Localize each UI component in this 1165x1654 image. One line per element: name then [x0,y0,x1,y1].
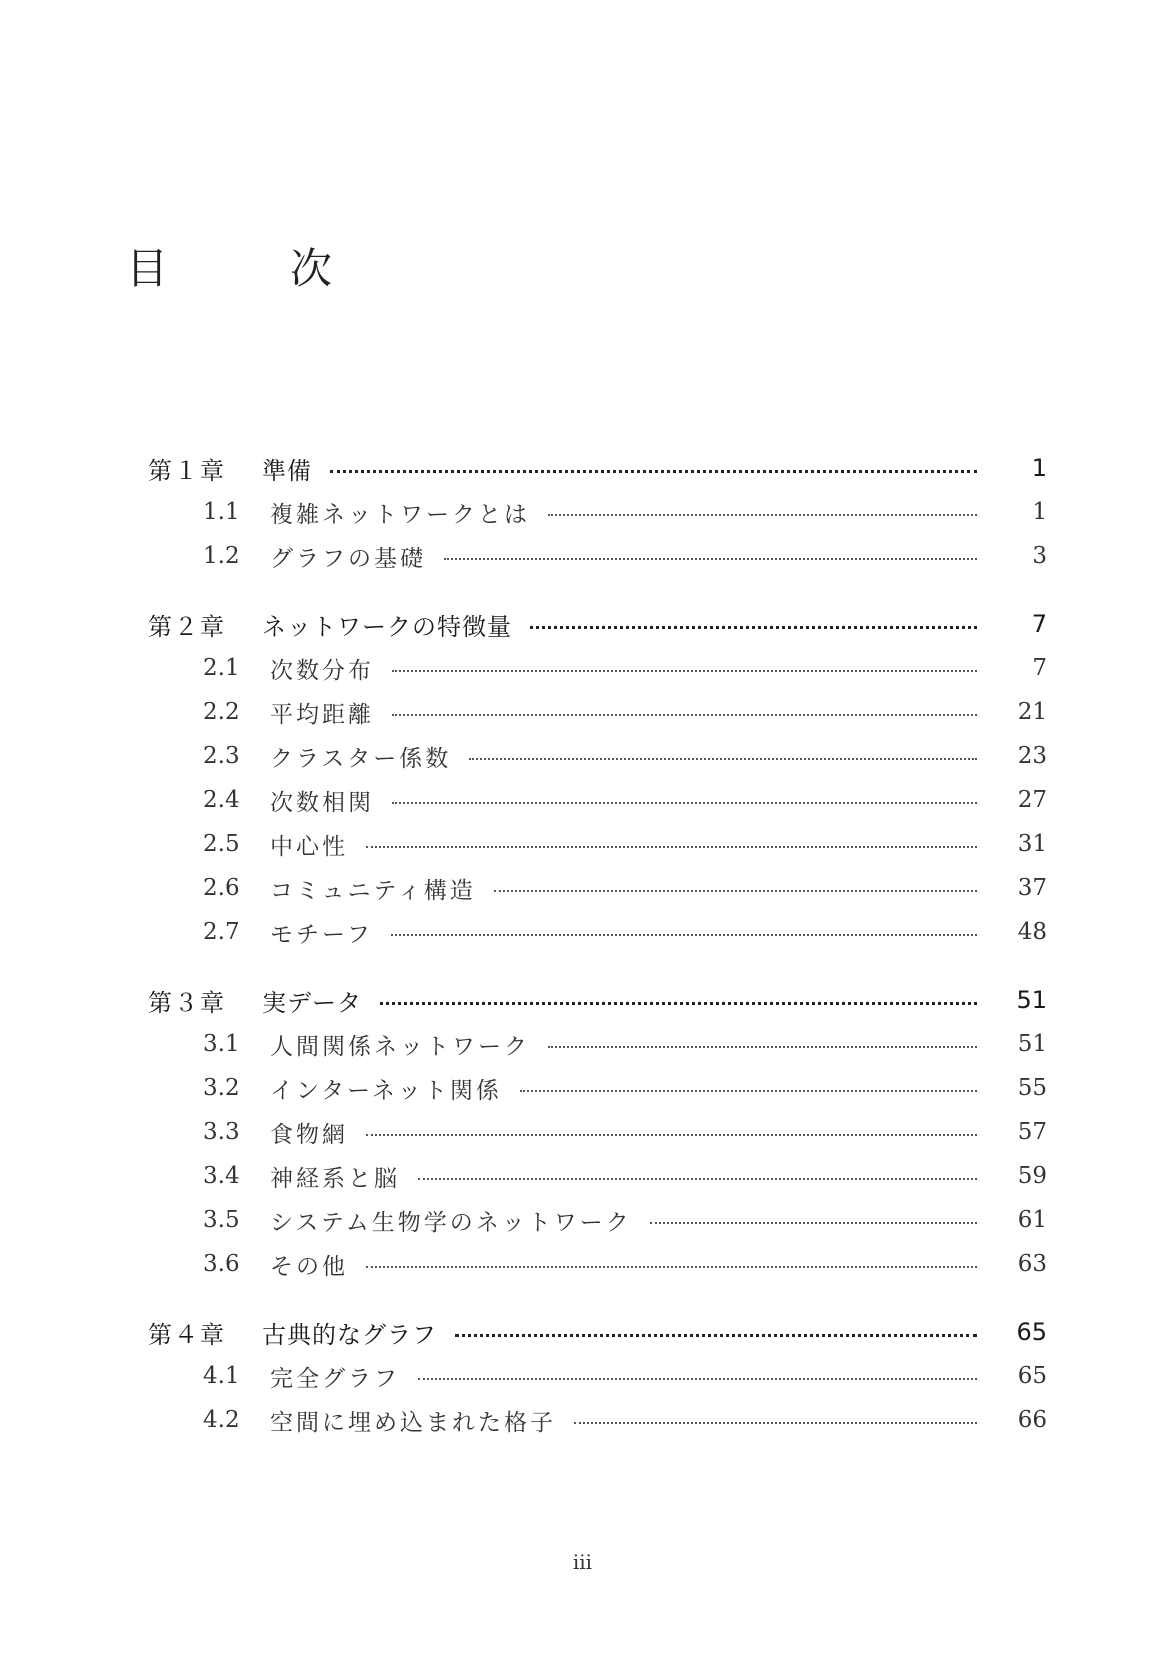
dot-leader [469,756,977,760]
section-title: コミュニティ構造 [270,877,476,904]
dot-leader [392,668,977,672]
dot-leader [418,1176,977,1180]
section-title: 中心性 [270,833,348,860]
dot-leader [392,800,977,804]
dot-leader [418,1376,977,1380]
dot-leader [650,1220,977,1224]
dot-leader [520,1088,977,1092]
toc-chapter-entry[interactable] [0,606,1165,642]
section-title: 次数相関 [270,789,374,816]
dot-leader [574,1420,977,1424]
section-title: 空間に埋め込まれた格子 [270,1409,556,1436]
dot-leader [330,468,977,473]
toc-chapter-entry[interactable] [0,1314,1165,1350]
section-title: グラフの基礎 [270,545,426,572]
toc-section-entry[interactable] [0,494,1165,530]
dot-leader [380,1000,977,1005]
dot-leader [444,556,977,560]
section-title: 人間関係ネットワーク [270,1033,530,1060]
toc-section-entry[interactable] [0,870,1165,906]
dot-leader [530,624,977,629]
chapter-title: 準備 [262,456,312,485]
section-number: 1.1 [203,499,240,525]
page-reference: 61 [1017,1207,1047,1233]
section-number: 2.7 [203,919,240,945]
toc-chapter-entry[interactable] [0,450,1165,486]
section-number: 2.6 [203,875,240,901]
section-title: 次数分布 [270,657,374,684]
chapter-number: 第３章 [148,988,226,1017]
section-number: 4.1 [203,1363,240,1389]
chapter-title: ネットワークの特徴量 [262,612,512,641]
page-reference: 1 [1032,499,1047,525]
section-title: モチーフ [270,921,373,948]
dot-leader [366,1264,977,1268]
page-reference: 23 [1017,743,1047,769]
page-reference: 31 [1017,831,1047,857]
section-number: 3.1 [203,1031,240,1057]
dot-leader [366,1132,977,1136]
dot-leader [494,888,977,892]
toc-section-entry[interactable] [0,538,1165,574]
toc-section-entry[interactable] [0,650,1165,686]
section-number: 3.3 [203,1119,240,1145]
section-title: その他 [270,1253,348,1280]
page-reference: 48 [1017,919,1047,945]
page-reference: 27 [1017,787,1047,813]
toc-section-entry[interactable] [0,1026,1165,1062]
section-number: 2.3 [203,743,240,769]
section-title: 平均距離 [270,701,374,728]
toc-section-entry[interactable] [0,1358,1165,1394]
dot-leader [366,844,977,848]
toc-chapter-entry[interactable] [0,982,1165,1018]
toc-section-entry[interactable] [0,826,1165,862]
section-number: 2.4 [203,787,240,813]
section-number: 1.2 [203,543,240,569]
page-reference: 51 [1017,1031,1047,1057]
section-number: 3.6 [203,1251,240,1277]
chapter-number: 第１章 [148,456,226,485]
page-reference: 65 [1017,1363,1047,1389]
section-number: 3.2 [203,1075,240,1101]
page-reference: 55 [1017,1075,1047,1101]
section-title: クラスター係数 [270,745,452,772]
chapter-title: 実データ [262,988,362,1017]
section-number: 2.1 [203,655,240,681]
page-reference: 51 [1016,986,1047,1014]
section-number: 3.5 [203,1207,240,1233]
toc-section-entry[interactable] [0,738,1165,774]
page-reference: 1 [1031,454,1047,482]
section-title: システム生物学のネットワーク [270,1209,632,1236]
section-title: インターネット関係 [270,1077,502,1104]
section-number: 3.4 [203,1163,240,1189]
toc-section-entry[interactable] [0,1158,1165,1194]
toc-section-entry[interactable] [0,1114,1165,1150]
section-title: 完全グラフ [270,1365,400,1392]
dot-leader [392,712,977,716]
section-number: 2.5 [203,831,240,857]
page-reference: 65 [1016,1318,1047,1346]
chapter-title: 古典的なグラフ [262,1320,437,1349]
page-reference: 59 [1017,1163,1047,1189]
page-title: 目 次 [126,244,373,293]
toc-section-entry[interactable] [0,1402,1165,1438]
section-title: 食物網 [270,1121,348,1148]
page-reference: 37 [1017,875,1047,901]
toc-section-entry[interactable] [0,1202,1165,1238]
chapter-number: 第２章 [148,612,226,641]
page-reference: 63 [1017,1251,1047,1277]
page-reference: 7 [1032,655,1047,681]
section-title: 神経系と脳 [270,1165,400,1192]
page-reference: 21 [1017,699,1047,725]
page-reference: 57 [1017,1119,1047,1145]
page-reference: 66 [1017,1407,1047,1433]
dot-leader [391,932,977,936]
page-number: iii [572,1550,593,1574]
dot-leader [548,512,977,516]
toc-section-entry[interactable] [0,914,1165,950]
dot-leader [548,1044,977,1048]
section-number: 2.2 [203,699,240,725]
toc-section-entry[interactable] [0,1070,1165,1106]
page-reference: 7 [1031,610,1047,638]
chapter-number: 第４章 [148,1320,226,1349]
toc-section-entry[interactable] [0,1246,1165,1282]
toc-section-entry[interactable] [0,694,1165,730]
section-title: 複雑ネットワークとは [270,501,530,528]
page-reference: 3 [1032,543,1047,569]
toc-section-entry[interactable] [0,782,1165,818]
section-number: 4.2 [203,1407,240,1433]
dot-leader [455,1332,977,1337]
